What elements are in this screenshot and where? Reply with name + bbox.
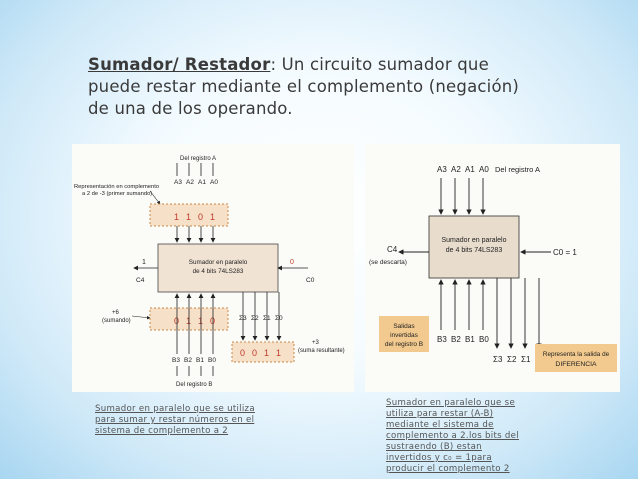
b-value-2: 1	[186, 316, 192, 326]
a-value-1: 0	[198, 212, 204, 222]
b-bit-0: B0	[479, 335, 489, 344]
b-value-0: 0	[210, 316, 216, 326]
result-note-line1: +3	[312, 340, 319, 346]
b-bit-2: B2	[184, 357, 192, 364]
title-term: Sumador/ Restador	[88, 55, 271, 74]
carry-out-note: (se descarta)	[369, 259, 407, 266]
a-bit-0: A0	[210, 179, 218, 186]
carry-in-value: 0	[290, 259, 294, 266]
b-bit-3: B3	[172, 357, 180, 364]
inverted-label-line3: del registro B	[384, 341, 424, 348]
a-bit-0: A0	[479, 165, 489, 174]
b-bit-1: B1	[196, 357, 204, 364]
inverted-label-line1: Salidas	[393, 323, 415, 330]
carry-in-label: C0	[306, 277, 315, 284]
difference-label-line1: Representa la salida de	[542, 351, 610, 358]
sum-value-1: 1	[264, 348, 270, 358]
a-bit-1: A1	[465, 165, 475, 174]
diff-label-1: Σ1	[521, 355, 531, 364]
caption-right: Sumador en paralelo que se utiliza para restar (A-B) mediante el sistema de complemento a 2.los bits del sustraendo (B) estan invertidos y c₀ = 1para producir el complemento 2	[386, 398, 519, 474]
sum-value-3: 0	[240, 348, 246, 358]
reg-a-label: Del registro A	[495, 165, 541, 174]
a-bit-2: A2	[451, 165, 461, 174]
b-bit-3: B3	[437, 335, 447, 344]
title-text: : Un circuito sumador que puede restar mediante el complemento (negación) de una de los operando.	[88, 55, 520, 118]
sum-value-0: 1	[276, 348, 282, 358]
adder-label-line1: Sumador en paralelo	[441, 237, 507, 244]
sum-label-1: Σ1	[263, 315, 271, 322]
a-bit-3: A3	[437, 165, 447, 174]
reg-b-label: Del registro B	[176, 382, 213, 388]
adder-subtractor-diagram	[72, 144, 354, 392]
b-note-line2: (sumando)	[102, 318, 131, 324]
reg-a-label: Del registro A	[180, 156, 217, 162]
diff-label-2: Σ2	[507, 355, 517, 364]
b-note-line1: +6	[112, 310, 119, 316]
diff-label-3: Σ3	[493, 355, 503, 364]
a-value-0: 1	[210, 212, 216, 222]
sum-label-2: Σ2	[251, 315, 259, 322]
a-bit-3: A3	[174, 179, 182, 186]
diagram-2-svg	[365, 144, 620, 392]
difference-label-line2: DIFERENCIA	[555, 361, 597, 368]
a-value-3: 1	[174, 212, 180, 222]
a-bit-2: A2	[186, 179, 194, 186]
b-bit-2: B2	[451, 335, 461, 344]
inverted-label-line2: invertidas	[390, 332, 418, 339]
b-bit-1: B1	[465, 335, 475, 344]
carry-out-label: C4	[387, 245, 398, 254]
adder-label-line2: de 4 bits 74LS283	[445, 247, 503, 254]
carry-out-value: 1	[142, 259, 146, 266]
adder-label-line2: de 4 bits 74LS283	[192, 268, 244, 275]
caption-left: Sumador en paralelo que se utiliza para sumar y restar números en el sistema de complemento a 2	[95, 404, 255, 436]
sum-value-2: 0	[252, 348, 258, 358]
adder-label-line1: Sumador en paralelo	[188, 259, 248, 266]
b-value-1: 1	[198, 316, 204, 326]
subtractor-diagram	[365, 144, 620, 392]
carry-in-label: C0 = 1	[553, 248, 577, 257]
b-value-3: 0	[174, 316, 180, 326]
a-bit-1: A1	[198, 179, 206, 186]
slide-title	[88, 54, 528, 120]
sum-label-0: Σ0	[275, 315, 283, 322]
complement-note-line2: a 2 de -3 (primer sumando)	[82, 191, 153, 197]
b-bit-0: B0	[208, 357, 216, 364]
complement-note-line1: Representación en complemento	[74, 184, 160, 190]
result-note-line2: (suma resultante)	[298, 348, 345, 354]
diagram-1-svg	[72, 144, 354, 392]
sum-label-3: Σ3	[239, 315, 247, 322]
carry-out-label: C4	[136, 277, 145, 284]
a-value-2: 1	[186, 212, 192, 222]
